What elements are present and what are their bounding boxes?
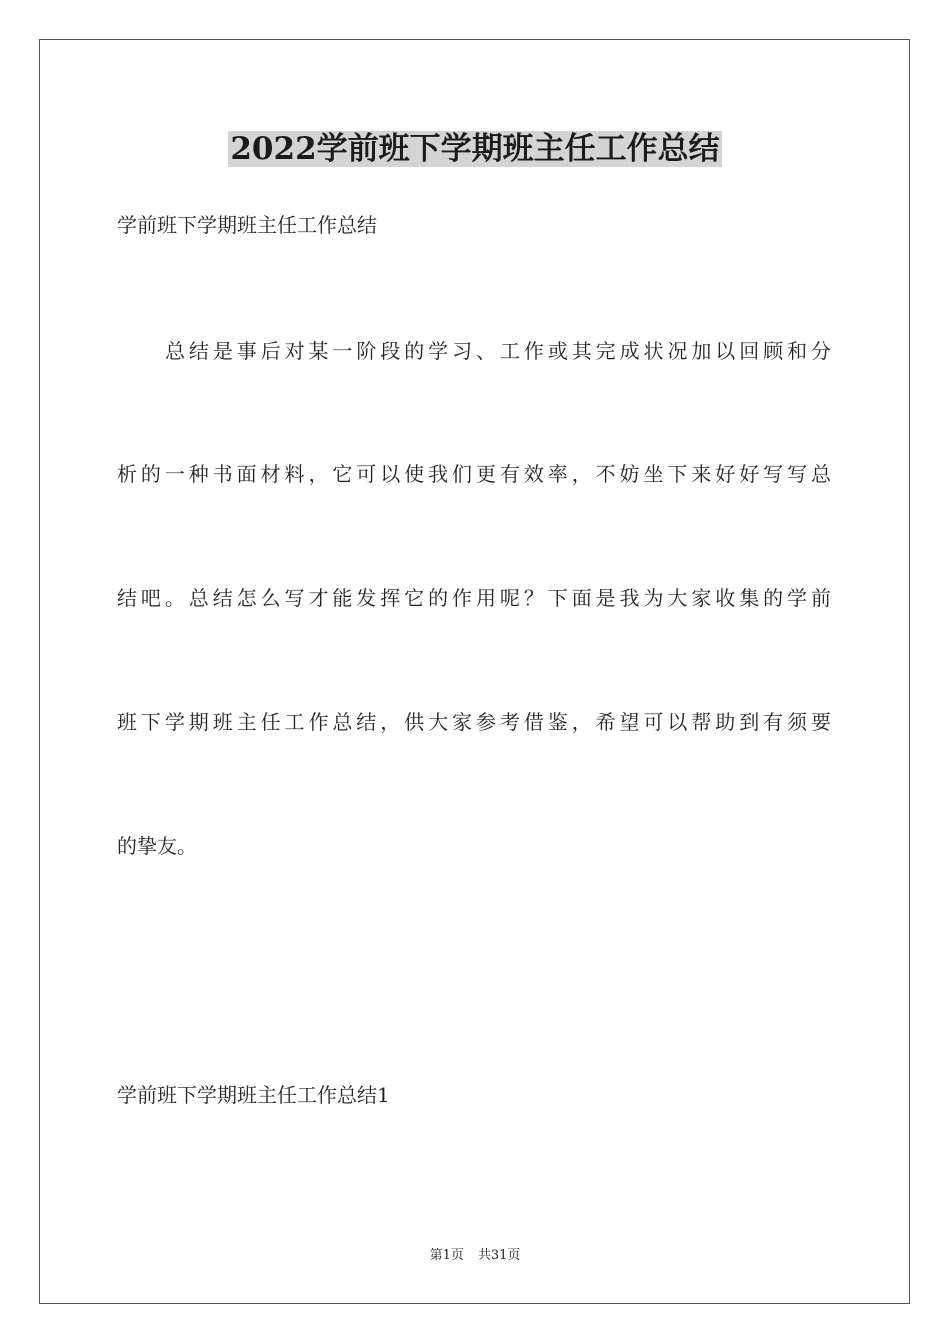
intro-line-3: 结吧。总结怎么写才能发挥它的作用呢？下面是我为大家收集的学前: [117, 586, 831, 610]
intro-line-5: 的挚友。: [117, 834, 197, 858]
section-heading: 学前班下学期班主任工作总结1: [117, 1083, 390, 1107]
document-subtitle: 学前班下学期班主任工作总结: [117, 213, 377, 237]
intro-line-1: 总结是事后对某一阶段的学习、工作或其完成状况加以回顾和分: [165, 339, 831, 363]
intro-line-2: 析的一种书面材料，它可以使我们更有效率，不妨坐下来好好写写总: [117, 462, 831, 486]
page-total: 共31页: [477, 1248, 521, 1263]
page-number: 第1页: [429, 1248, 464, 1263]
document-title: [0, 127, 950, 171]
page-footer: [0, 1247, 950, 1265]
document-title-text: 2022学前班下学期班主任工作总结: [230, 131, 720, 167]
intro-line-4: 班下学期班主任工作总结，供大家参考借鉴，希望可以帮助到有须要: [117, 710, 831, 734]
